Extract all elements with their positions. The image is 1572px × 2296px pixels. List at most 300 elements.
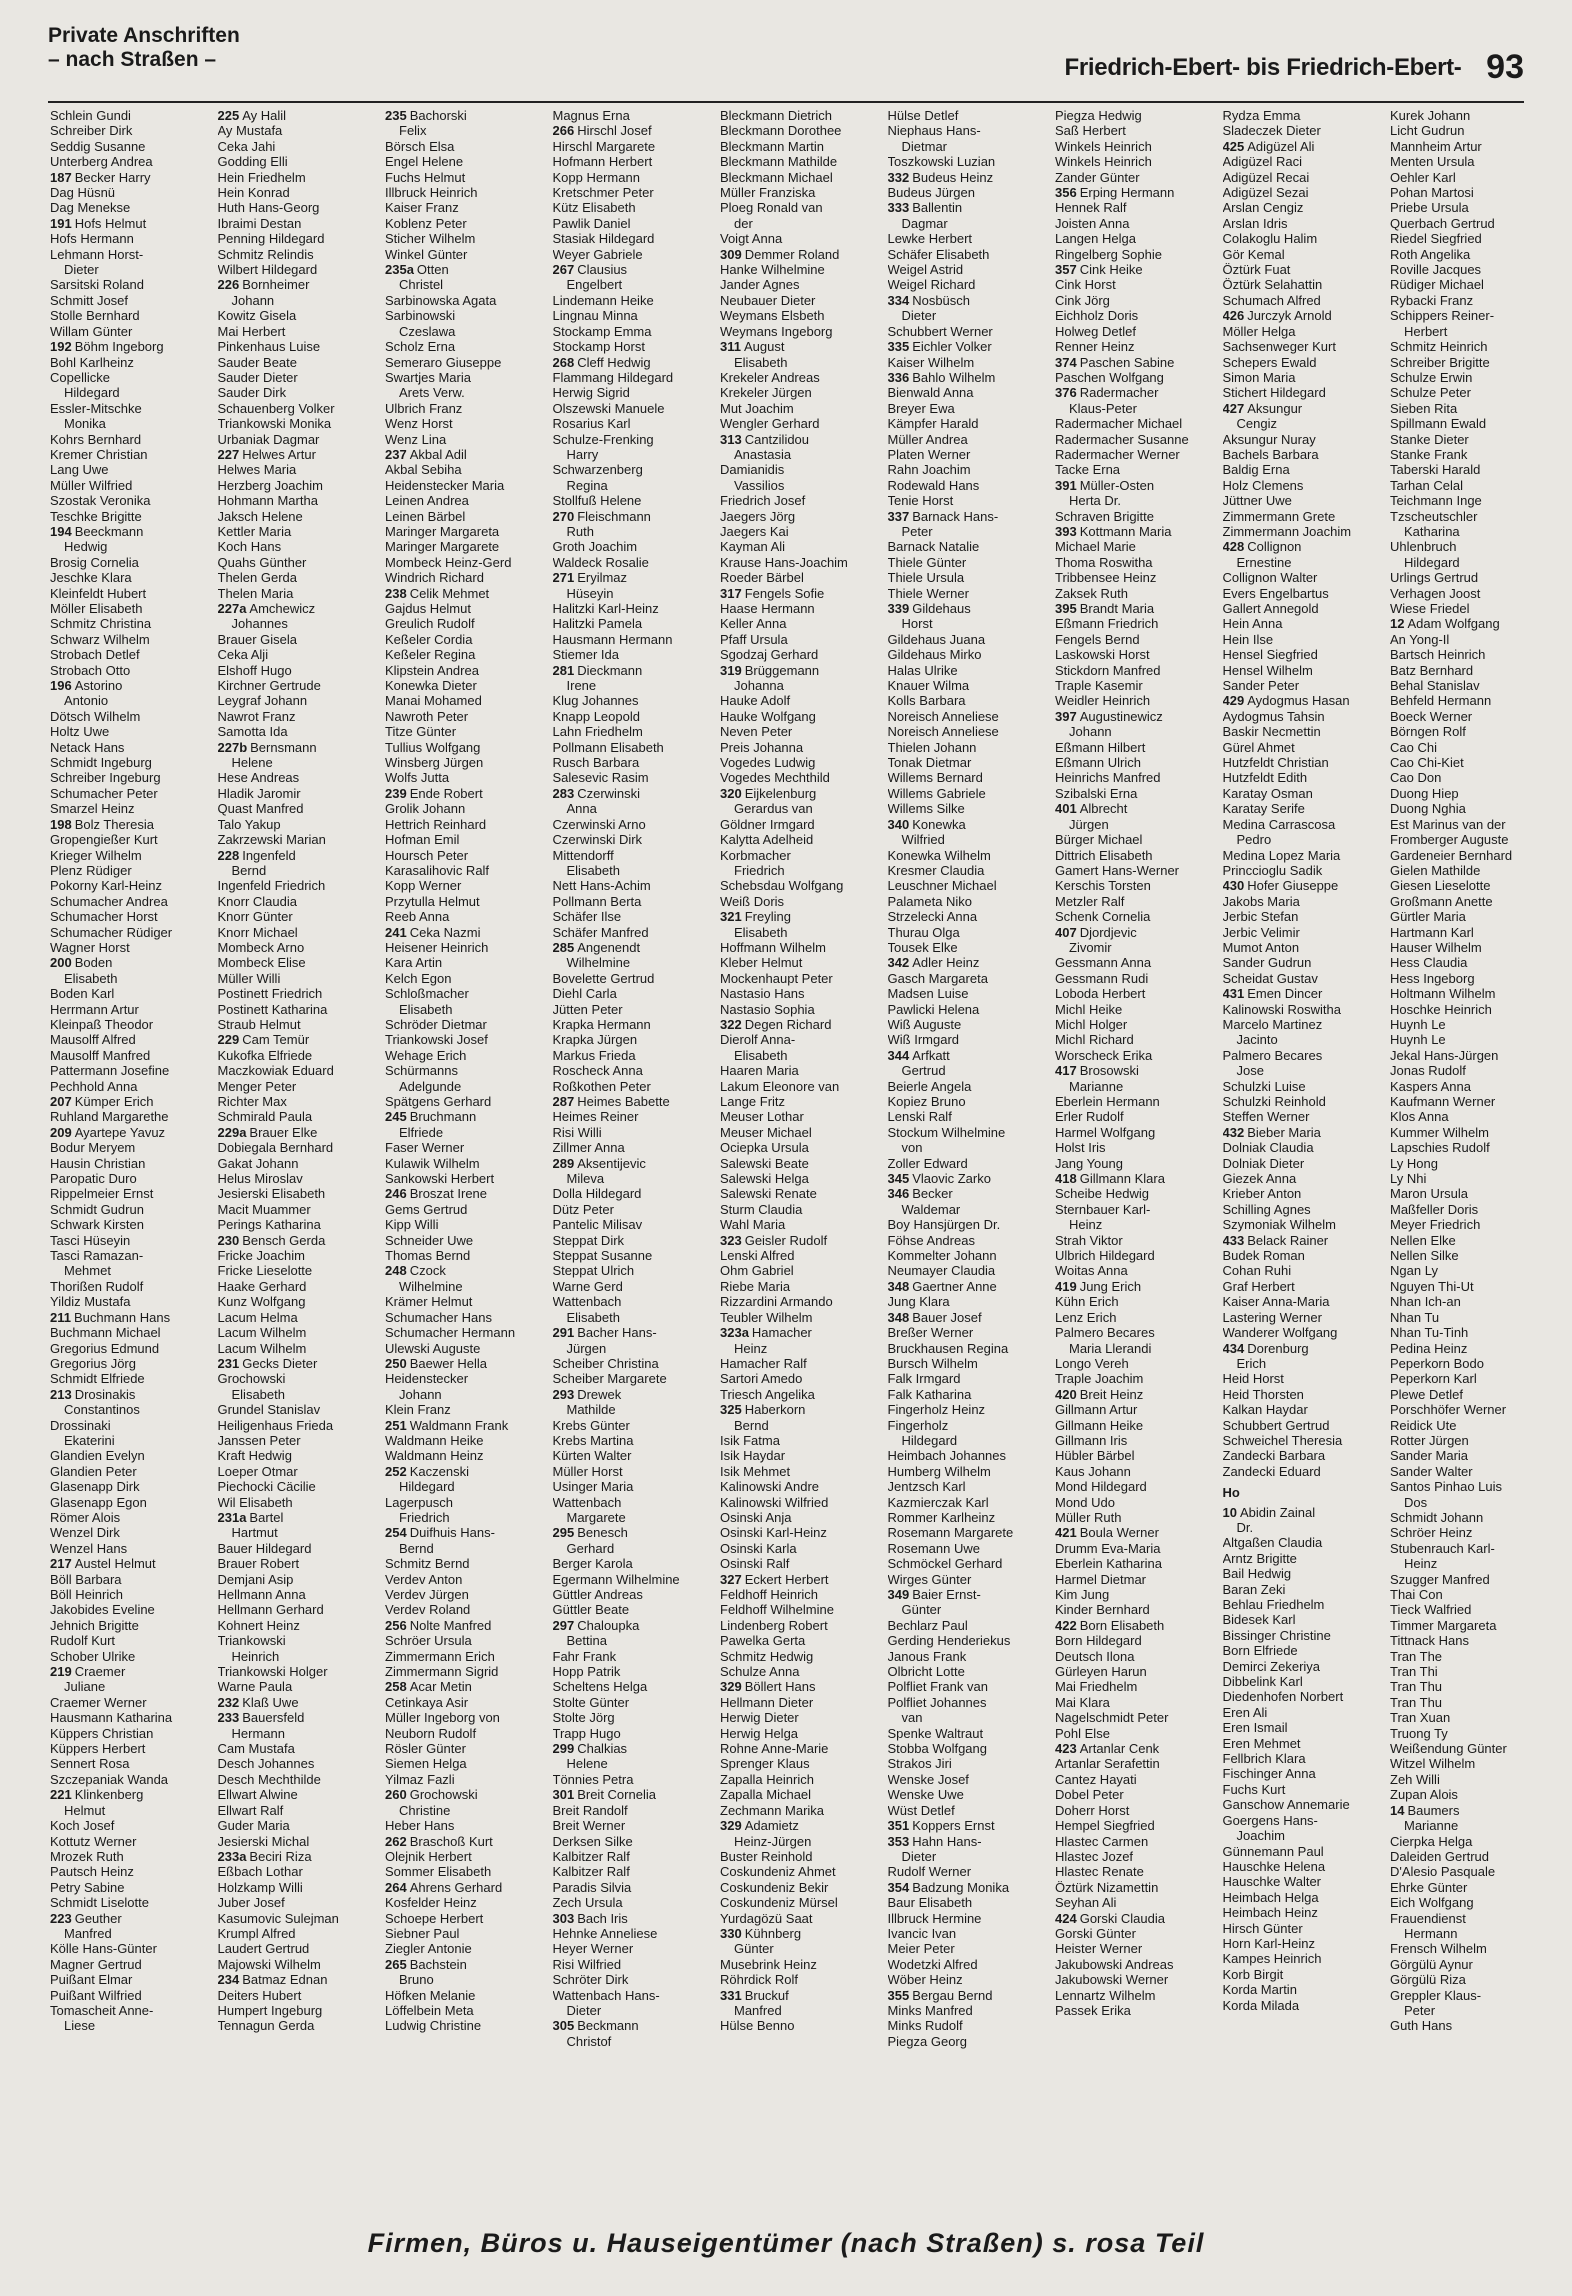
resident-name: Vlaovic Zarko <box>912 1171 991 1187</box>
resident-entry: Mai Herbert <box>217 323 286 339</box>
resident-name: Jung Erich <box>1079 1278 1142 1294</box>
resident-entry: Ziegler Antonie <box>385 1941 472 1957</box>
resident-entry: Titze Günter <box>385 724 457 740</box>
resident-entry: Nastasio Sophia <box>720 1001 815 1017</box>
resident-name: Artanlar Cenk <box>1079 1741 1160 1757</box>
resident-entry: Dobiegala Bernhard <box>217 1140 334 1156</box>
entry-continuation: Antonio <box>64 693 109 709</box>
resident-entry: Unterberg Andrea <box>50 154 153 170</box>
house-entry <box>218 1125 358 1140</box>
resident-name: Ay Halil <box>242 108 287 123</box>
entry-continuation: Hartmut <box>231 1525 278 1541</box>
resident-name: Gorski Claudia <box>1079 1910 1165 1926</box>
house-entry <box>218 277 358 292</box>
house-number: 270 <box>552 508 575 524</box>
resident-entry: Cetinkaya Asir <box>385 1694 469 1710</box>
house-entry <box>385 1679 525 1694</box>
resident-name: Buchmann Hans <box>73 1309 171 1325</box>
resident-entry: Wodetzki Alfred <box>887 1956 978 1972</box>
resident-entry: Willems Bernard <box>887 770 983 786</box>
resident-entry: Hartmann Karl <box>1390 924 1474 940</box>
house-number: 425 <box>1222 138 1245 154</box>
resident-entry: Rotter Jürgen <box>1390 1432 1469 1448</box>
resident-entry: Stiemer Ida <box>552 647 619 663</box>
resident-entry: Budek Roman <box>1222 1248 1305 1264</box>
resident-entry: Breßer Werner <box>887 1325 974 1341</box>
house-entry <box>1055 185 1195 200</box>
resident-entry: Zillmer Anna <box>552 1140 625 1156</box>
entry-continuation: Elisabeth <box>734 354 788 370</box>
resident-entry: Kukofka Elfriede <box>217 1047 313 1063</box>
resident-entry: Joisten Anna <box>1055 215 1130 231</box>
house-entry <box>50 1094 190 1109</box>
house-number: 245 <box>385 1109 407 1125</box>
resident-entry: Isik Fatma <box>720 1432 780 1448</box>
resident-entry: Weigel Richard <box>887 277 976 293</box>
house-number: 355 <box>887 1987 910 2003</box>
resident-entry: Grundel Stanislav <box>217 1402 321 1418</box>
resident-name: Chaloupka <box>577 1617 640 1633</box>
resident-entry: Koblenz Peter <box>385 215 467 231</box>
resident-entry: Wahl Maria <box>720 1217 786 1233</box>
resident-entry: Majowski Wilhelm <box>217 1956 321 1972</box>
entry-continuation: Vassilios <box>734 477 785 493</box>
resident-entry: Jerbic Velimir <box>1222 924 1300 940</box>
resident-entry: Baldig Erna <box>1222 462 1290 478</box>
entry-continuation: Johann <box>399 1386 442 1402</box>
resident-entry: Keller Anna <box>720 616 787 632</box>
resident-entry: Neuborn Rudolf <box>385 1725 477 1741</box>
resident-entry: Frensch Wilhelm <box>1390 1941 1487 1957</box>
house-number: 225 <box>217 108 240 123</box>
resident-entry: Arslan Idris <box>1222 215 1288 231</box>
house-number: 237 <box>385 446 407 462</box>
house-entry <box>553 1325 693 1340</box>
resident-entry: Radermacher Susanne <box>1055 431 1189 447</box>
resident-name: Dorenburg <box>1247 1340 1309 1356</box>
resident-entry: Heinrichs Manfred <box>1055 770 1161 786</box>
resident-name: Amchewicz <box>249 601 316 616</box>
resident-entry: Gorski Günter <box>1055 1925 1136 1941</box>
resident-entry: Perings Katharina <box>217 1217 321 1233</box>
house-entry <box>888 200 1028 215</box>
resident-name: August <box>743 339 785 355</box>
resident-entry: Pautsch Heinz <box>50 1864 134 1880</box>
resident-entry: Holtmann Wilhelm <box>1390 986 1496 1002</box>
resident-entry: Ganschow Annemarie <box>1222 1797 1350 1813</box>
resident-name: Bruchmann <box>409 1109 477 1125</box>
resident-entry: Traple Joachim <box>1055 1371 1144 1387</box>
resident-entry: Thorißen Rudolf <box>50 1278 144 1294</box>
resident-entry: Jung Klara <box>887 1294 950 1310</box>
resident-entry: Mombeck Elise <box>217 955 306 971</box>
resident-entry: Sarbinowski <box>385 308 456 324</box>
house-number: 238 <box>385 585 407 601</box>
house-number: 340 <box>887 816 910 832</box>
resident-entry: Leinen Andrea <box>385 493 469 509</box>
resident-entry: Warne Paula <box>217 1679 293 1695</box>
resident-entry: Reidick Ute <box>1390 1417 1457 1433</box>
resident-entry: Sarsitski Roland <box>50 277 144 293</box>
resident-entry: Bodur Meryem <box>50 1140 136 1156</box>
resident-entry: Börngen Rolf <box>1390 724 1466 740</box>
entry-continuation: Hüseyin <box>566 585 614 601</box>
resident-name: Baier Ernst- <box>912 1587 981 1602</box>
resident-entry: Craemer Werner <box>50 1694 147 1710</box>
resident-entry: Kleber Helmut <box>720 955 803 971</box>
resident-entry: Jakobs Maria <box>1222 893 1300 909</box>
resident-entry: Wirges Günter <box>887 1571 972 1587</box>
resident-entry: Dolla Hildegard <box>552 1186 642 1202</box>
resident-entry: Küppers Herbert <box>50 1741 146 1757</box>
entry-continuation: Herta Dr. <box>1069 493 1122 509</box>
house-entry <box>553 2018 693 2033</box>
entry-continuation: Elisabeth <box>566 862 620 878</box>
resident-name: Bachorski <box>409 108 467 123</box>
resident-entry: Schmitt Josef <box>50 292 129 308</box>
house-entry <box>720 909 860 924</box>
entry-continuation: Jacinto <box>1236 1032 1278 1048</box>
resident-entry: Koch Hans <box>217 539 282 555</box>
house-entry <box>888 955 1028 970</box>
resident-entry: Jakobides Eveline <box>50 1602 155 1618</box>
entry-continuation: Dieter <box>566 2002 602 2018</box>
resident-entry: Czerwinski Arno <box>552 816 646 832</box>
resident-entry: Plenz Rüdiger <box>50 862 132 878</box>
resident-entry: Marcelo Martinez <box>1222 1016 1323 1032</box>
entry-continuation: Mathilde <box>566 1402 616 1418</box>
house-number: 232 <box>217 1694 240 1710</box>
resident-entry: Est Marinus van der <box>1390 816 1506 832</box>
street-section-label: Ho <box>1222 1485 1240 1501</box>
entry-continuation: Anna <box>566 801 597 817</box>
resident-entry: Ibraimi Destan <box>217 215 302 231</box>
house-number: 231 <box>217 1355 240 1371</box>
house-entry <box>553 1156 693 1171</box>
resident-entry: Tieck Walfried <box>1390 1602 1472 1618</box>
house-entry <box>1055 1618 1195 1633</box>
resident-entry: Haaren Maria <box>720 1063 799 1079</box>
resident-name: Becker Harry <box>74 169 151 185</box>
resident-entry: Leygraf Johann <box>217 693 308 709</box>
house-entry <box>888 1310 1028 1325</box>
resident-name: Bauer Josef <box>912 1309 982 1325</box>
resident-entry: Pollmann Elisabeth <box>552 739 664 755</box>
entry-continuation: Dos <box>1404 1494 1428 1510</box>
resident-name: Craemer <box>74 1664 126 1680</box>
entry-continuation: Wilhelmine <box>399 1278 463 1294</box>
resident-entry: Krapka Hermann <box>552 1016 651 1032</box>
resident-entry: Neven Peter <box>720 724 793 740</box>
resident-entry: Przytulla Helmut <box>385 893 480 909</box>
resident-entry: Schubbert Gertrud <box>1222 1417 1330 1433</box>
house-entry <box>720 663 860 678</box>
resident-entry: Lindemann Heike <box>552 292 654 308</box>
resident-entry: Aydogmus Tahsin <box>1222 708 1325 724</box>
resident-entry: Urlings Gertrud <box>1390 570 1479 586</box>
resident-entry: Hlastec Jozef <box>1055 1848 1134 1864</box>
house-entry <box>1055 601 1195 616</box>
resident-entry: Thiele Günter <box>887 554 967 570</box>
footer-note: Firmen, Büros u. Hauseigentümer (nach Straßen) s. rosa Teil <box>367 2228 1205 2258</box>
entry-continuation: Hildegard <box>901 1432 958 1448</box>
resident-entry: Rosemann Uwe <box>887 1540 980 1556</box>
resident-entry: Krumpl Alfred <box>217 1925 296 1941</box>
resident-entry: Schebsdau Wolfgang <box>720 878 844 894</box>
entry-continuation: Klaus-Peter <box>1069 400 1137 416</box>
resident-entry: Quahs Günther <box>217 554 307 570</box>
resident-entry: Hein Ilse <box>1222 631 1274 647</box>
resident-entry: Kalbitzer Ralf <box>552 1864 630 1880</box>
entry-continuation: Friedrich <box>734 862 785 878</box>
house-number: 432 <box>1222 1124 1245 1140</box>
resident-entry: Knorr Michael <box>217 924 298 940</box>
resident-name: Bernsmann <box>250 739 317 755</box>
entry-continuation: Engelbert <box>566 277 623 293</box>
house-number: 303 <box>552 1910 575 1926</box>
resident-entry: Voigt Anna <box>720 231 783 247</box>
entry-continuation: Anastasia <box>734 446 792 462</box>
entry-continuation: Heinz <box>734 1340 768 1356</box>
resident-name: Hofs Helmut <box>74 215 147 231</box>
resident-name: Broszat Irene <box>409 1186 488 1202</box>
resident-entry: Isik Haydar <box>720 1448 786 1464</box>
resident-name: Gillmann Klara <box>1079 1171 1165 1187</box>
resident-entry: Giesen Lieselotte <box>1390 878 1491 894</box>
house-entry <box>888 1171 1028 1186</box>
resident-entry: Gürleyen Harun <box>1055 1664 1147 1680</box>
entry-continuation: Harry <box>566 446 599 462</box>
resident-entry: Meyer Friedrich <box>1390 1217 1481 1233</box>
house-number: 418 <box>1055 1171 1077 1187</box>
resident-entry: Risi Willi <box>552 1124 602 1140</box>
entry-continuation: Hildegard <box>1404 554 1460 570</box>
entry-continuation: Helmut <box>64 1802 106 1818</box>
house-entry <box>553 123 693 138</box>
resident-name: Heimes Babette <box>577 1094 670 1109</box>
resident-entry: Öztürk Nizamettin <box>1055 1879 1159 1895</box>
resident-entry: Kütz Elisabeth <box>552 200 636 216</box>
resident-entry: Hensel Siegfried <box>1222 647 1318 663</box>
resident-entry: Nastasio Hans <box>720 986 805 1002</box>
resident-entry: Paradis Silvia <box>552 1879 632 1895</box>
resident-entry: Kalinowski Wilfried <box>720 1494 829 1510</box>
resident-entry: Eberlein Hermann <box>1055 1094 1160 1109</box>
house-number: 346 <box>887 1186 910 1202</box>
house-entry <box>553 1787 693 1802</box>
resident-entry: Hauser Wilhelm <box>1390 939 1482 955</box>
resident-name: Geuther <box>74 1910 122 1926</box>
resident-entry: Schmidt Ingeburg <box>50 755 152 771</box>
house-entry <box>385 1618 525 1633</box>
resident-entry: Rydza Emma <box>1222 108 1301 123</box>
house-number: 291 <box>552 1325 575 1341</box>
resident-entry: Kaiser Wilhelm <box>887 354 975 370</box>
resident-entry: Janous Frank <box>887 1648 967 1664</box>
resident-entry: Gielen Mathilde <box>1390 862 1481 878</box>
house-entry <box>553 1618 693 1633</box>
resident-entry: Hein Konrad <box>217 185 290 201</box>
resident-entry: Osinski Karl-Heinz <box>720 1525 827 1541</box>
resident-entry: Klipstein Andrea <box>385 662 479 678</box>
resident-entry: Desch Johannes <box>217 1756 315 1772</box>
resident-entry: Buster Reinhold <box>720 1848 813 1864</box>
resident-entry: Wenzel Dirk <box>50 1525 120 1541</box>
section-title-line1: Private Anschriften <box>48 24 240 47</box>
directory-column <box>1390 108 1530 2220</box>
entry-continuation: Zivomir <box>1069 939 1112 955</box>
resident-entry: Mittendorff <box>552 847 614 863</box>
resident-entry: Dolniak Dieter <box>1222 1155 1305 1171</box>
resident-entry: Korb Birgit <box>1222 1966 1284 1982</box>
resident-entry: Hess Claudia <box>1390 955 1468 971</box>
resident-name: Czock <box>409 1263 446 1279</box>
resident-entry: Öztürk Selahattin <box>1222 277 1323 293</box>
resident-name: Ayartepe Yavuz <box>74 1124 166 1140</box>
house-entry <box>385 1787 525 1802</box>
resident-entry: Roeder Bärbel <box>720 570 804 586</box>
house-entry <box>50 678 190 693</box>
resident-entry: Mrozek Ruth <box>50 1848 124 1864</box>
resident-entry: Renner Heinz <box>1055 339 1135 355</box>
resident-name: Bacher Hans- <box>577 1325 657 1341</box>
resident-entry: Lang Uwe <box>50 462 109 478</box>
resident-entry: Teschke Brigitte <box>50 508 142 524</box>
resident-entry: Boy Hansjürgen Dr. <box>887 1217 1001 1233</box>
entry-continuation: Liese <box>64 2018 96 2034</box>
resident-entry: Görgülü Aynur <box>1390 1956 1473 1972</box>
resident-entry: Jekal Hans-Jürgen <box>1390 1047 1499 1063</box>
resident-entry: Piechocki Cäcilie <box>217 1479 316 1495</box>
resident-entry: Krebs Martina <box>552 1432 634 1448</box>
resident-entry: Flammang Hildegard <box>552 369 674 385</box>
house-entry <box>50 1911 190 1926</box>
house-number: 12 <box>1390 616 1405 632</box>
resident-entry: Willems Gabriele <box>887 785 986 801</box>
resident-entry: Schäfer Manfred <box>552 924 649 940</box>
resident-name: Hofer Giuseppe <box>1247 878 1339 894</box>
resident-entry: Müller Franziska <box>720 185 816 201</box>
resident-name: Emen Dincer <box>1247 986 1323 1002</box>
resident-entry: Szibalski Erna <box>1055 785 1138 801</box>
resident-entry: Heidenstecker Maria <box>385 477 505 493</box>
resident-entry: Mai Friedhelm <box>1055 1679 1138 1695</box>
resident-entry: Lange Fritz <box>720 1094 786 1109</box>
resident-name: Bauersfeld <box>242 1710 305 1726</box>
resident-entry: Rippelmeier Ernst <box>50 1186 154 1202</box>
resident-entry: Desch Mechthilde <box>217 1771 321 1787</box>
resident-entry: Cink Horst <box>1055 277 1116 293</box>
resident-name: Gaertner Anne <box>912 1278 997 1294</box>
resident-entry: Langen Helga <box>1055 231 1136 247</box>
resident-entry: Thai Con <box>1390 1587 1443 1602</box>
resident-entry: Gregorius Edmund <box>50 1340 160 1356</box>
resident-name: Boula Werner <box>1079 1525 1159 1541</box>
resident-entry: Fischinger Anna <box>1222 1766 1316 1782</box>
house-entry <box>720 432 860 447</box>
resident-entry: Herwig Helga <box>720 1725 799 1741</box>
resident-entry: Kaspers Anna <box>1390 1078 1471 1094</box>
resident-entry: Kleinfeldt Hubert <box>50 585 147 601</box>
entry-continuation: Johannes <box>231 616 288 632</box>
entry-continuation: Maria Llerandi <box>1069 1340 1152 1356</box>
house-entry <box>1055 262 1195 277</box>
resident-entry: Erler Rudolf <box>1055 1109 1124 1125</box>
resident-entry: Polfliet Frank van <box>887 1679 988 1695</box>
resident-entry: Palameta Niko <box>887 893 973 909</box>
resident-entry: Weidler Heinrich <box>1055 693 1151 709</box>
house-number: 332 <box>887 169 910 185</box>
resident-entry: Tittnack Hans <box>1390 1633 1469 1649</box>
resident-entry: Hehnke Anneliese <box>552 1925 658 1941</box>
house-entry <box>553 1911 693 1926</box>
resident-entry: Bürger Michael <box>1055 832 1143 848</box>
resident-entry: Ulbrich Franz <box>385 400 463 416</box>
entry-continuation: Erich <box>1236 1355 1267 1371</box>
entry-continuation: Ekaterini <box>64 1432 115 1448</box>
entry-continuation: Adelgunde <box>399 1078 462 1094</box>
house-number: 229a <box>217 1124 247 1140</box>
resident-entry: Stanke Frank <box>1390 446 1468 462</box>
resident-name: Bartel <box>249 1509 284 1525</box>
resident-entry: Timmer Margareta <box>1390 1617 1497 1633</box>
resident-entry: Cantez Hayati <box>1055 1771 1137 1787</box>
resident-entry: Thomas Bernd <box>385 1248 471 1264</box>
resident-name: Bensch Gerda <box>242 1232 326 1248</box>
house-entry <box>1055 478 1195 493</box>
house-number: 430 <box>1222 878 1245 894</box>
resident-entry: Bartsch Heinrich <box>1390 647 1486 663</box>
resident-name: Böhm Ingeborg <box>74 339 164 355</box>
entry-continuation: Elisabeth <box>566 1309 620 1325</box>
house-number: 401 <box>1055 801 1077 817</box>
resident-entry: Zandecki Eduard <box>1222 1463 1321 1479</box>
directory-column <box>1223 108 1363 2220</box>
resident-entry: Pokorny Karl-Heinz <box>50 878 162 894</box>
resident-entry: Spenke Waltraut <box>887 1725 984 1741</box>
resident-entry: Gessmann Anna <box>1055 955 1152 971</box>
resident-entry: Peperkorn Karl <box>1390 1371 1477 1387</box>
resident-entry: Karatay Serife <box>1222 801 1305 817</box>
resident-entry: Fingerholz Heinz <box>887 1402 986 1418</box>
resident-entry: Kottutz Werner <box>50 1833 137 1849</box>
resident-entry: Plewe Detlef <box>1390 1386 1463 1402</box>
entry-continuation: Bernd <box>734 1417 769 1433</box>
resident-entry: Hübler Bärbel <box>1055 1448 1135 1464</box>
resident-entry: Feldhoff Heinrich <box>720 1587 819 1602</box>
house-entry <box>50 524 190 539</box>
resident-entry: Medina Lopez Maria <box>1222 847 1341 863</box>
resident-entry: Brauer Robert <box>217 1556 300 1572</box>
resident-entry: Güttler Andreas <box>552 1587 643 1602</box>
resident-name: Aksungur <box>1247 400 1303 416</box>
house-number: 311 <box>720 339 741 355</box>
resident-entry: Coskundeniz Mürsel <box>720 1895 838 1911</box>
entry-continuation: Jürgen <box>566 1340 607 1356</box>
resident-name: Braschoß Kurt <box>409 1833 493 1849</box>
resident-entry: Müller Willi <box>217 970 281 986</box>
directory-column <box>218 108 358 2220</box>
resident-entry: Samotta Ida <box>217 724 288 740</box>
resident-entry: Bleckmann Martin <box>720 138 825 154</box>
resident-entry: Eßmann Hilbert <box>1055 739 1146 755</box>
house-number: 287 <box>552 1094 575 1109</box>
house-entry <box>218 740 358 755</box>
resident-entry: Zimmermann Erich <box>385 1648 495 1664</box>
resident-entry: Korda Martin <box>1222 1982 1297 1998</box>
entry-continuation: Manfred <box>734 2002 782 2018</box>
resident-entry: Ploeg Ronald van <box>720 200 823 216</box>
